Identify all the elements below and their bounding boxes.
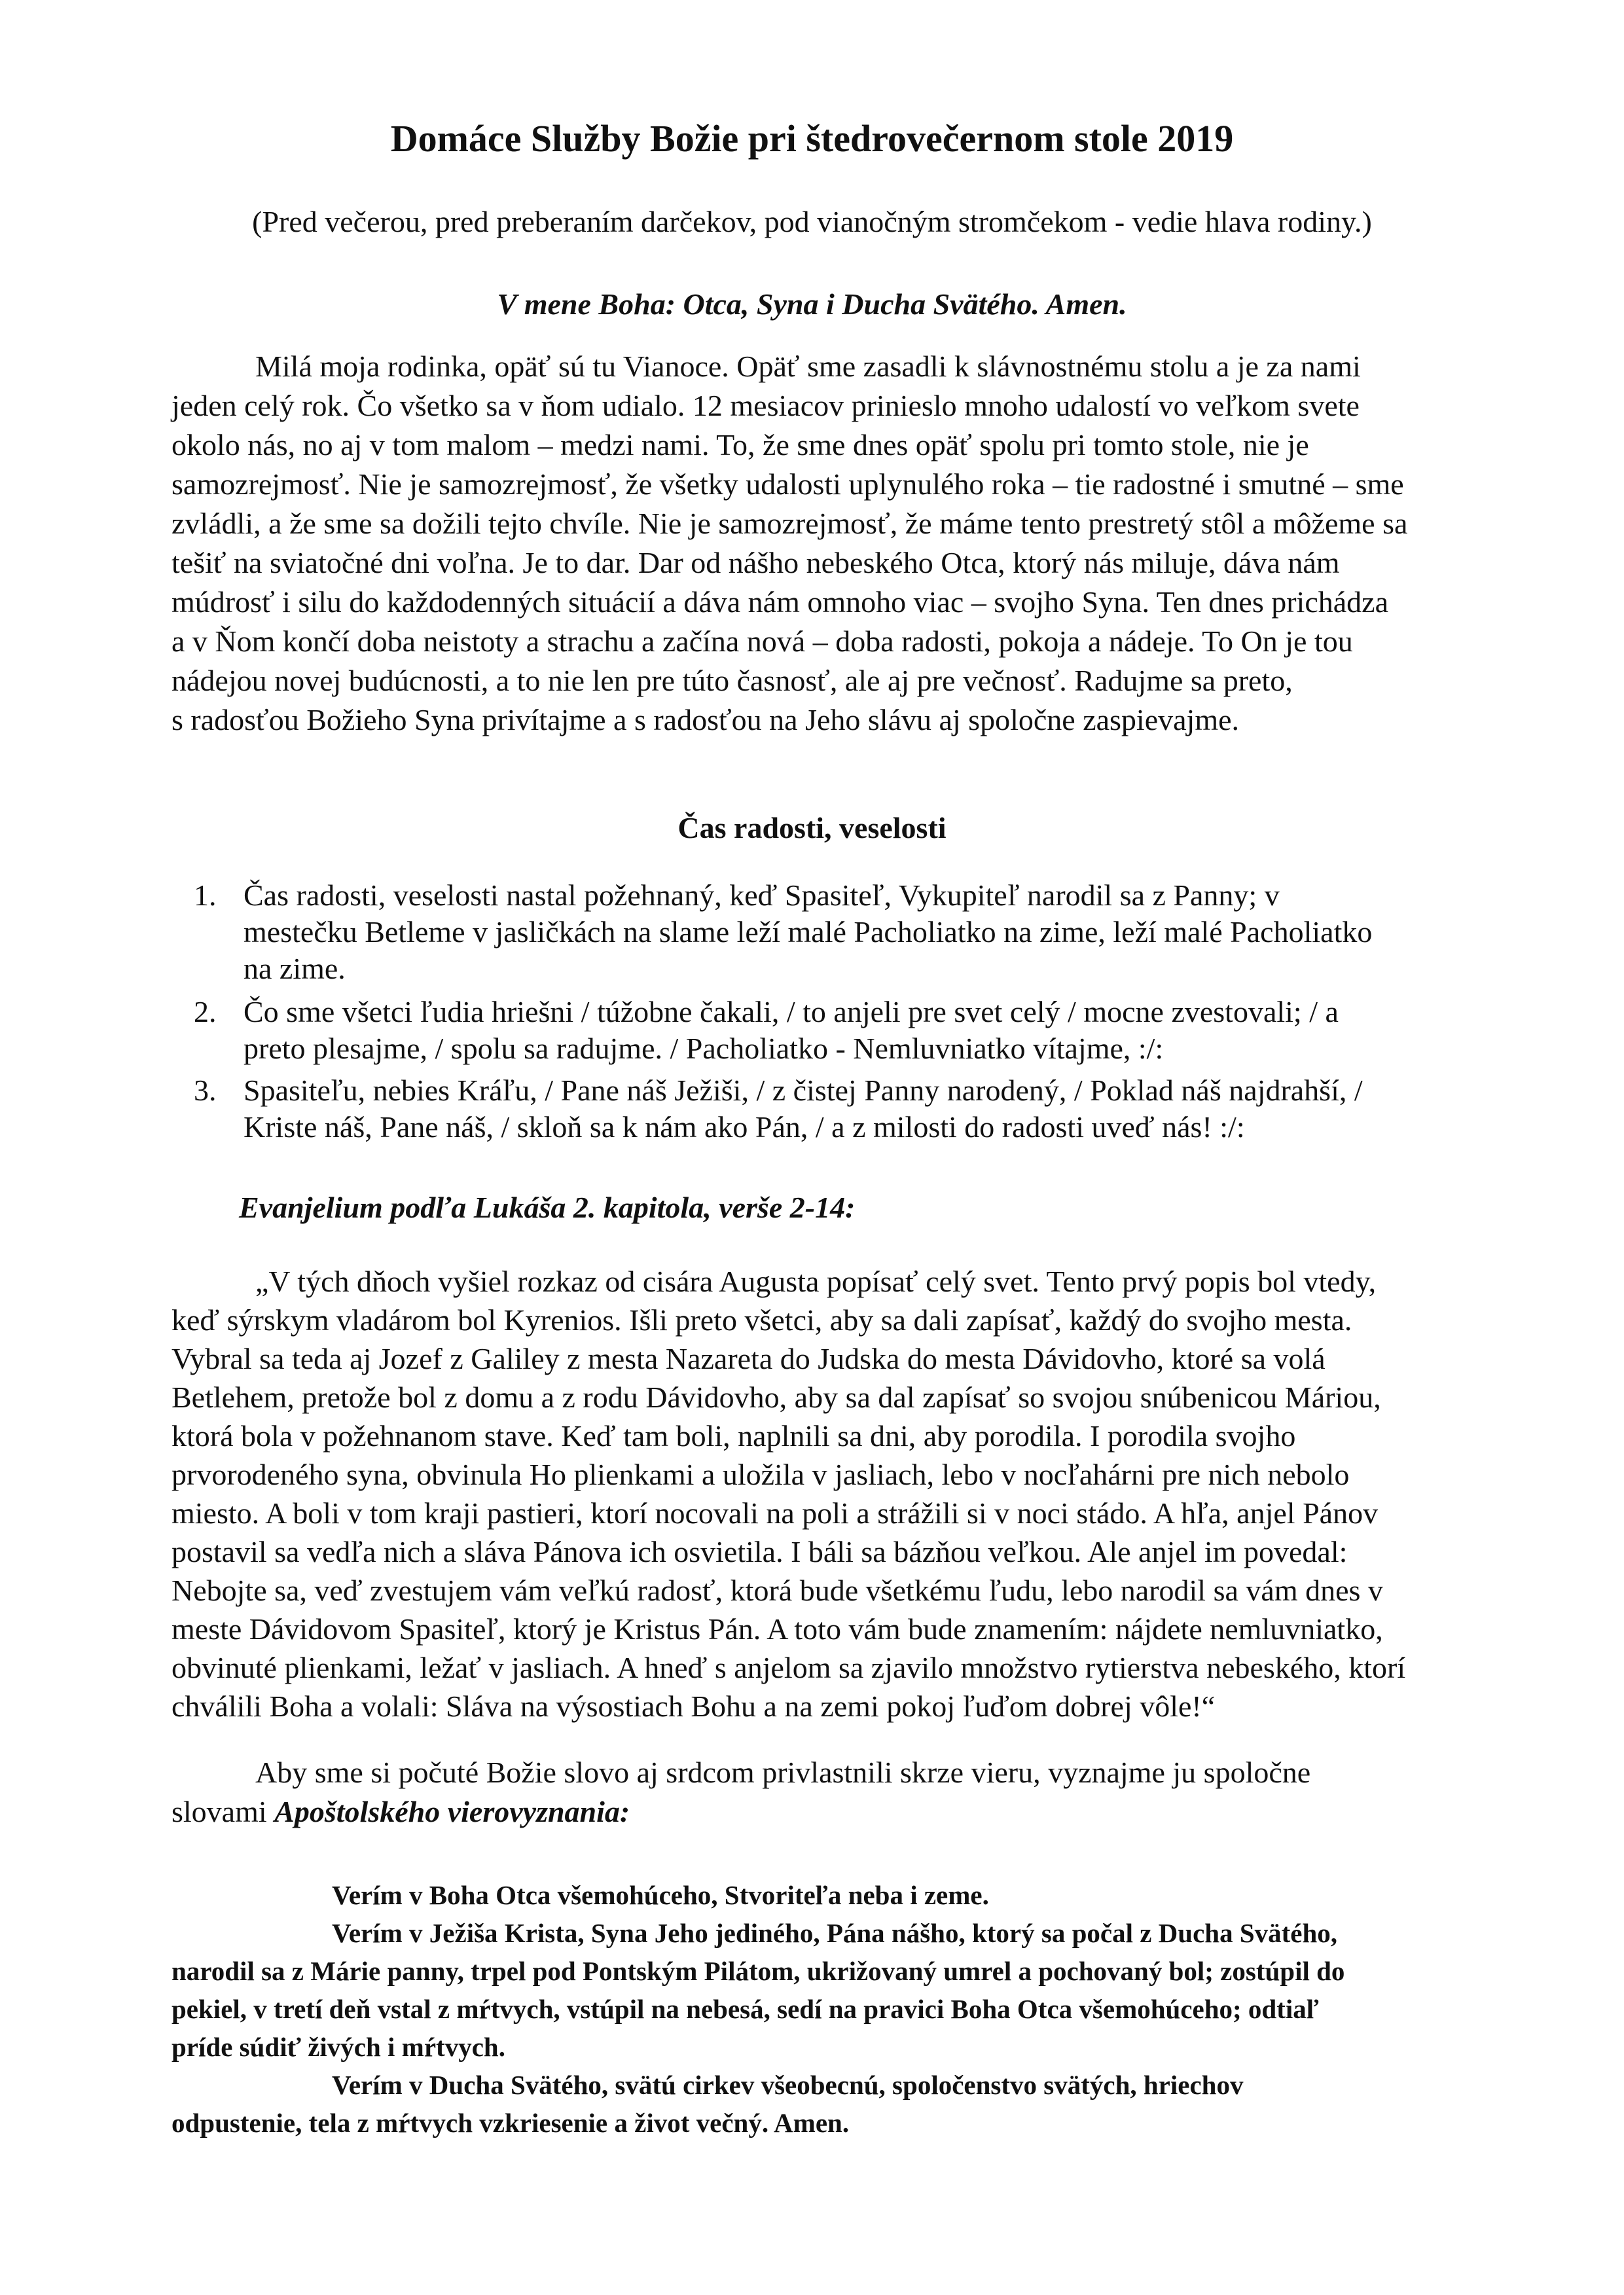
creed-line: príde súdiť živých i mŕtvych. xyxy=(171,2032,505,2062)
gospel-line: postavil sa vedľa nich a sláva Pánova ich osvietila. I báli sa bázňou veľkou. Ale anjel im povedal: xyxy=(171,1535,1348,1568)
verse-number: 2. xyxy=(194,995,217,1028)
creed-line: Verím v Ducha Svätého, svätú cirkev všeobecnú, spoločenstvo svätých, hriechov xyxy=(332,2070,1244,2100)
verse-line: mestečku Betleme v jasličkách na slame leží malé Pacholiatko na zime, leží malé Pacholiatko xyxy=(244,915,1373,949)
intro-line: múdrosť i silu do každodenných situácií a dáva nám omnoho viac – svojho Syna. Ten dnes prichádza xyxy=(171,585,1389,619)
gospel-line: keď sýrskym vladárom bol Kyrenios. Išli preto všetci, aby sa dali zapísať, každý do svojho mesta. xyxy=(171,1303,1352,1337)
intro-line: zvládli, a že sme sa dožili tejto chvíle. Nie je samozrejmosť, že máme tento prestretý stôl a môžeme sa xyxy=(171,507,1408,540)
intro-line: jeden celý rok. Čo všetko sa v ňom udialo. 12 mesiacov prinieslo mnoho udalostí vo veľkom svete xyxy=(171,389,1360,422)
verse-line: Spasiteľu, nebies Kráľu, / Pane náš Ježiši, / z čistej Panny narodený, / Poklad náš najdrahší, / xyxy=(244,1074,1363,1107)
verse-line: preto plesajme, / spolu sa radujme. / Pacholiatko - Nemluvniatko vítajme, :/: xyxy=(244,1032,1164,1065)
creed-intro-prefix: slovami xyxy=(171,1795,275,1828)
intro-line: samozrejmosť. Nie je samozrejmosť, že všetky udalosti uplynulého roka – tie radostné i smutné – sme xyxy=(171,467,1404,501)
intro-line: okolo nás, no aj v tom malom – medzi nami. To, že sme dnes opäť spolu pri tomto stole, nie je xyxy=(171,428,1309,461)
invocation: V mene Boha: Otca, Syna i Ducha Svätého. Amen. xyxy=(497,287,1127,321)
gospel-heading: Evanjelium podľa Lukáša 2. kapitola, verše 2-14: xyxy=(239,1191,856,1224)
gospel-line: miesto. A boli v tom kraji pastieri, ktorí nocovali na poli a strážili si v noci stádo. A hľa, anjel Pánov xyxy=(171,1496,1379,1530)
document-title: Domáce Služby Božie pri štedrovečernom stole 2019 xyxy=(390,117,1234,160)
creed-line: Verím v Ježiša Krista, Syna Jeho jediného, Pána nášho, ktorý sa počal z Ducha Svätého, xyxy=(332,1918,1338,1948)
creed-line: pekiel, v tretí deň vstal z mŕtvych, vstúpil na nebesá, sedí na pravici Boha Otca všemohúceho; odtiaľ xyxy=(171,1994,1319,2024)
document-subtitle: (Pred večerou, pred preberaním darčekov, pod vianočným stromčekom - vedie hlava rodiny.) xyxy=(252,205,1372,238)
gospel-text xyxy=(171,1262,1454,1726)
creed-line: narodil sa z Márie panny, trpel pod Pontským Pilátom, ukrižovaný umrel a pochovaný bol; zostúpil do xyxy=(171,1956,1345,1986)
intro-line: a v Ňom končí doba neistoty a strachu a začína nová – doba radosti, pokoja a nádeje. To On je tou xyxy=(171,624,1353,658)
song-verse xyxy=(171,1072,1454,1146)
gospel-line: chválili Boha a volali: Sláva na výsostiach Bohu a na zemi pokoj ľuďom dobrej vôle!“ xyxy=(171,1690,1216,1723)
intro-line: tešiť na sviatočné dni voľna. Je to dar. Dar od nášho nebeského Otca, ktorý nás miluje, dáva nám xyxy=(171,546,1340,579)
song-verse xyxy=(171,994,1454,1067)
verse-number: 3. xyxy=(194,1074,217,1107)
gospel-line: Vybral sa teda aj Jozef z Galiley z mesta Nazareta do Judska do mesta Dávidovho, ktoré sa volá xyxy=(171,1342,1326,1375)
creed-intro-emphasis: Apoštolského vierovyznania: xyxy=(274,1795,630,1828)
gospel-line: „V tých dňoch vyšiel rozkaz od cisára Augusta popísať celý svet. Tento prvý popis bol vtedy, xyxy=(255,1265,1377,1298)
song-verses xyxy=(171,877,1454,1146)
apostles-creed xyxy=(171,1876,1454,2142)
intro-line: s radosťou Božieho Syna privítajme a s radosťou na Jeho slávu aj spoločne zaspievajme. xyxy=(171,703,1240,736)
gospel-line: obvinuté plienkami, ležať v jasliach. A hneď s anjelom sa zjavilo množstvo rytierstva nebeského, ktorí xyxy=(171,1651,1406,1684)
creed-line: Verím v Boha Otca všemohúceho, Stvoriteľa neba i zeme. xyxy=(332,1880,989,1910)
verse-line: Čas radosti, veselosti nastal požehnaný, keď Spasiteľ, Vykupiteľ narodil sa z Panny; v xyxy=(244,878,1280,912)
verse-number: 1. xyxy=(194,878,217,912)
gospel-line: Betlehem, pretože bol z domu a z rodu Dávidovho, aby sa dal zapísať so svojou snúbenicou Máriou, xyxy=(171,1381,1381,1414)
creed-intro xyxy=(171,1753,1454,1832)
intro-line: nádejou novej budúcnosti, a to nie len pre túto časnosť, ale aj pre večnosť. Radujme sa preto, xyxy=(171,664,1293,697)
verse-line: Kriste náš, Pane náš, / skloň sa k nám ako Pán, / a z milosti do radosti uveď nás! :/: xyxy=(244,1110,1245,1144)
verse-line: na zime. xyxy=(244,952,346,985)
creed-intro-line xyxy=(171,1792,1454,1832)
gospel-line: ktorá bola v požehnanom stave. Keď tam boli, naplnili sa dni, aby porodila. I porodila svojho xyxy=(171,1419,1296,1453)
creed-intro-line: Aby sme si počuté Božie slovo aj srdcom privlastnili skrze vieru, vyznajme ju spoločne xyxy=(255,1756,1311,1789)
song-verse xyxy=(171,877,1454,987)
verse-line: Čo sme všetci ľudia hriešni / túžobne čakali, / to anjeli pre svet celý / mocne zvestovali; / a xyxy=(244,995,1339,1028)
intro-paragraph xyxy=(171,347,1454,740)
intro-line: Milá moja rodinka, opäť sú tu Vianoce. Opäť sme zasadli k slávnostnému stolu a je za nami xyxy=(255,350,1361,383)
gospel-line: Nebojte sa, veď zvestujem vám veľkú radosť, ktorá bude všetkému ľudu, lebo narodil sa vám dnes v xyxy=(171,1574,1383,1607)
gospel-line: meste Dávidovom Spasiteľ, ktorý je Kristus Pán. A toto vám bude znamením: nájdete nemluvniatko, xyxy=(171,1612,1383,1646)
gospel-line: prvorodeného syna, obvinula Ho plienkami a uložila v jasliach, lebo v nocľahárni pre nich nebolo xyxy=(171,1458,1350,1491)
creed-line: odpustenie, tela z mŕtvych vzkriesenie a život večný. Amen. xyxy=(171,2108,850,2138)
song-title: Čas radosti, veselosti xyxy=(677,811,947,844)
